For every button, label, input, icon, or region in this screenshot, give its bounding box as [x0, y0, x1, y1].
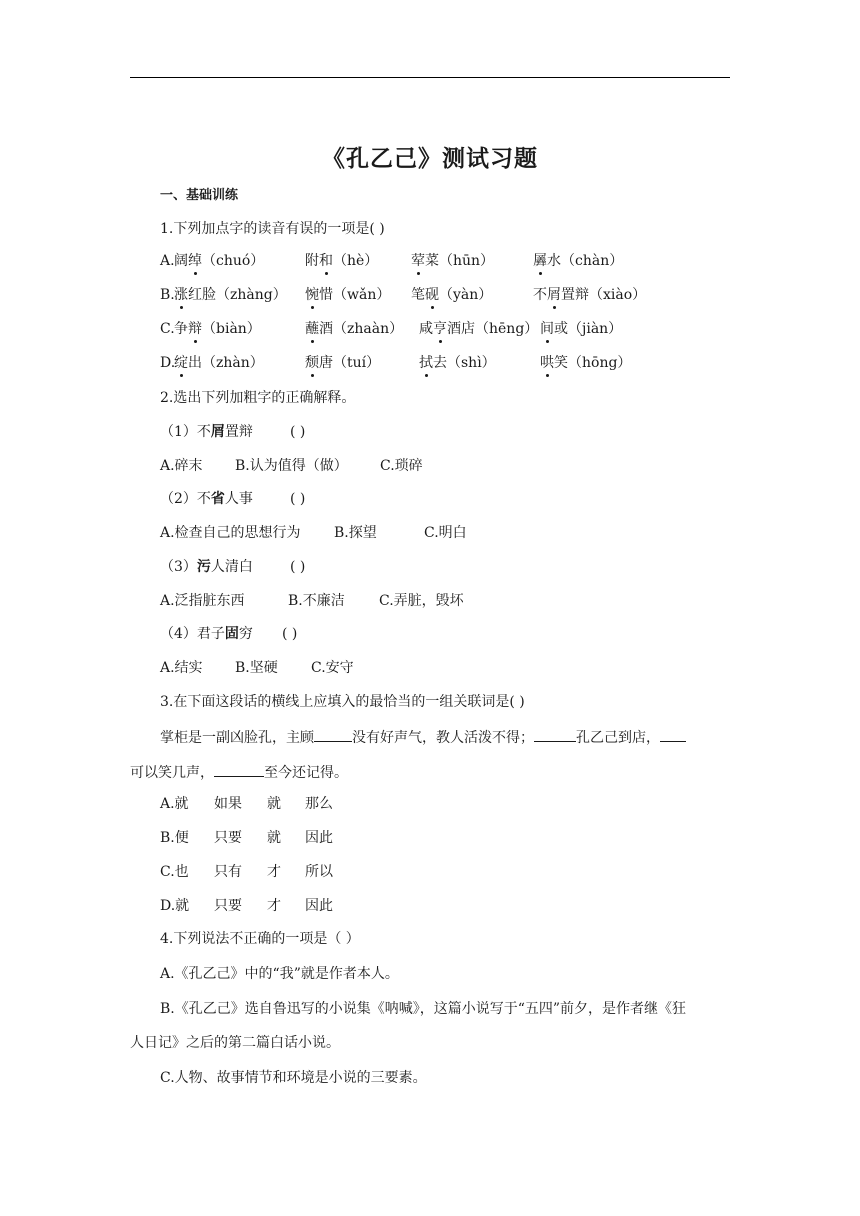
- option-item: A.检查自己的思想行为: [160, 525, 301, 541]
- option-item: B.认为值得（做）: [235, 458, 348, 474]
- option-item: 争辩（biàn）: [174, 321, 261, 337]
- question-4-option-b: B.《孔乙己》选自鲁迅写的小说集《呐喊》，这篇小说写于“五四”前夕，是作者继《狂: [160, 1001, 687, 1017]
- fill-blank: [534, 727, 576, 742]
- question-1-stem: 1.下列加点字的读音有误的一项是( ): [160, 221, 385, 237]
- question-4-stem: 4.下列说法不正确的一项是（ ）: [160, 931, 360, 947]
- option-item: 咸亨酒店（hēng）: [419, 321, 539, 337]
- option-item: 笔砚（yàn）: [411, 287, 493, 303]
- fill-blank: [314, 727, 352, 742]
- option-item: 涨红脸（zhàng）: [174, 287, 287, 303]
- bold-word: 省: [210, 491, 225, 507]
- answer-paren: ( ): [290, 424, 306, 440]
- question-4-option-b-continued: 人日记》之后的第二篇白话小说。: [130, 1035, 340, 1051]
- option-item: A.泛指脏东西: [160, 593, 245, 609]
- header-rule: [130, 77, 730, 78]
- option-label: C.: [160, 321, 175, 337]
- question-4-option-c: C.人物、故事情节和环境是小说的三要素。: [160, 1070, 427, 1086]
- option-item: 蘸酒（zhaàn）: [305, 321, 404, 337]
- option-item: A.结实: [160, 660, 203, 676]
- option-item: 哄笑（hōng）: [540, 355, 632, 371]
- answer-paren: ( ): [282, 626, 298, 642]
- section-heading: 一、基础训练: [160, 188, 239, 203]
- option-item: 绽出（zhàn）: [174, 355, 264, 371]
- answer-paren: ( ): [290, 559, 306, 575]
- option-item: B.坚硬: [235, 660, 278, 676]
- option-item: B.不廉洁: [288, 593, 345, 609]
- bold-word: 固: [224, 626, 239, 642]
- option-item: 颓唐（tuí）: [305, 355, 381, 371]
- option-item: 拭去（shì）: [419, 355, 496, 371]
- option-item: A.碎末: [160, 458, 203, 474]
- option-label: B.: [160, 287, 175, 303]
- option-item: C.琐碎: [380, 458, 423, 474]
- question-3-passage-line-2: 可以笑几声， 至今还记得。: [130, 762, 348, 783]
- option-item: C.弄脏，毁坏: [379, 593, 464, 609]
- option-item: 不屑置辩（xiào）: [533, 287, 647, 303]
- option-item: 附和（hè）: [305, 253, 379, 269]
- question-3-stem: 3.在下面这段话的横线上应填入的最恰当的一组关联词是( ): [160, 694, 525, 710]
- option-item: 间或（jiàn）: [540, 321, 623, 337]
- option-item: C.明白: [424, 525, 467, 541]
- page-title: 《孔乙己》测试习题: [322, 146, 538, 172]
- option-item: 阔绰（chuó）: [174, 253, 265, 269]
- option-label: A.: [160, 253, 175, 269]
- fill-blank: [214, 762, 264, 777]
- option-item: 羼水（chàn）: [533, 253, 624, 269]
- question-2-stem: 2.选出下列加粗字的正确解释。: [160, 390, 356, 406]
- bold-word: 污: [196, 559, 211, 575]
- question-4-option-a: A.《孔乙己》中的“我”就是作者本人。: [160, 966, 399, 982]
- option-item: 荤菜（hūn）: [411, 253, 495, 269]
- fill-blank: [660, 727, 686, 742]
- option-label: D.: [160, 355, 176, 371]
- option-item: 惋惜（wǎn）: [305, 287, 391, 303]
- option-item: B.探望: [334, 525, 377, 541]
- bold-word: 屑: [210, 424, 225, 440]
- question-3-passage-line-1: 掌柜是一副凶脸孔，主顾 没有好声气，教人活泼不得； 孔乙己到店，: [160, 727, 686, 748]
- answer-paren: ( ): [290, 491, 306, 507]
- option-item: C.安守: [311, 660, 354, 676]
